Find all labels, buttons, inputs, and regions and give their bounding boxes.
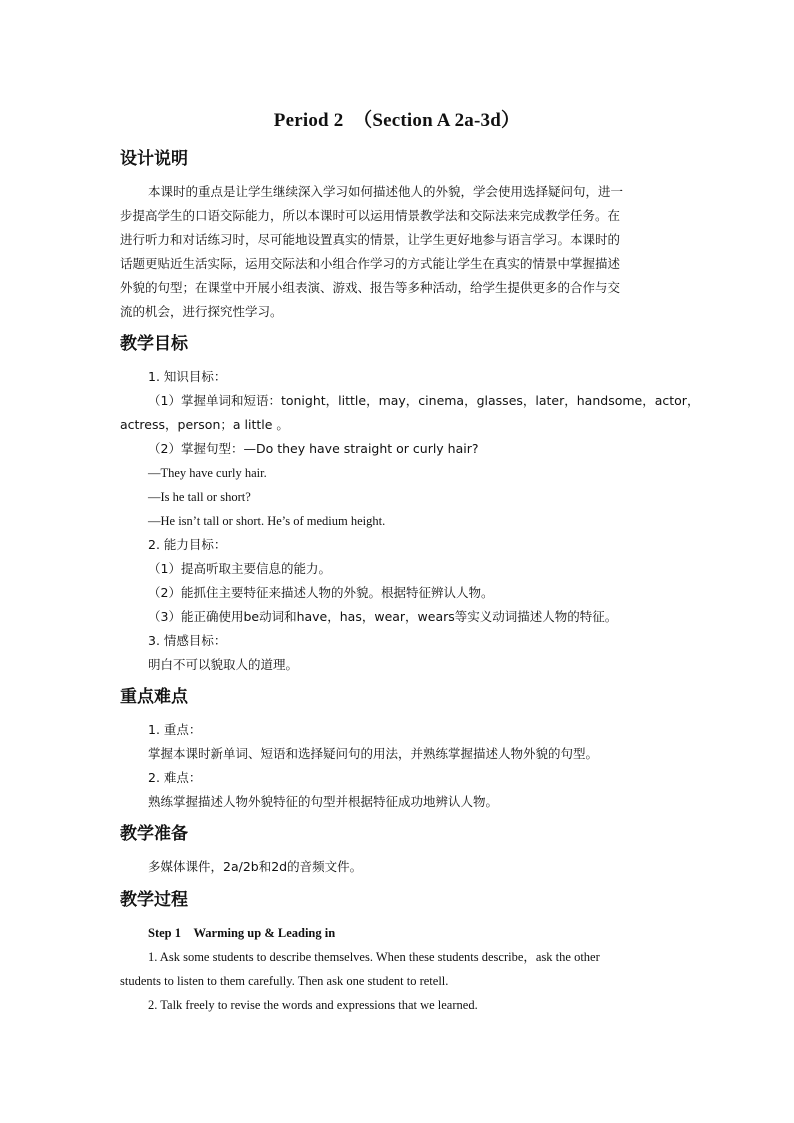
emotion-goal-1: 明白不可以貌取人的道理。: [148, 657, 299, 672]
design-line-3: 进行听力和对话练习时，尽可能地设置真实的情景，让学生更好地参与语言学习。本课时的: [120, 232, 621, 247]
prep-heading: 教学准备: [120, 824, 188, 844]
design-line-6: 流的机会，进行探究性学习。: [120, 304, 283, 319]
process-heading: 教学过程: [120, 890, 188, 910]
ability-goal-title: 2. 能力目标：: [148, 537, 227, 552]
sentence-example-4: —He isn’t tall or short. He’s of medium height.: [148, 514, 386, 528]
keypoints-heading: 重点难点: [120, 687, 188, 707]
design-line-2: 步提高学生的口语交际能力，所以本课时可以运用情景教学法和交际法来完成教学任务。在: [120, 208, 621, 223]
step-1-item-1-line-2: students to listen to them carefully. Then ask one student to retell.: [120, 974, 449, 988]
design-line-5: 外貌的句型；在课堂中开展小组表演、游戏、报告等多种活动，给学生提供更多的合作与交: [120, 280, 621, 295]
design-line-4: 话题更贴近生活实际，运用交际法和小组合作学习的方式能让学生在真实的情景中掌握描述: [120, 256, 621, 271]
step-1-title: Step 1 Warming up & Leading in: [148, 926, 336, 940]
prep-text: 多媒体课件，2a/2b和2d的音频文件。: [148, 859, 363, 874]
key-point-title: 1. 重点：: [148, 722, 202, 737]
knowledge-words-line-1: （1）掌握单词和短语：tonight，little，may，cinema，glasses，later，handsome，actor，: [148, 393, 700, 408]
ability-goal-2: （2）能抓住主要特征来描述人物的外貌。根据特征辨认人物。: [148, 585, 494, 600]
goals-heading: 教学目标: [120, 334, 188, 354]
design-line-1: 本课时的重点是让学生继续深入学习如何描述他人的外貌，学会使用选择疑问句，进一: [148, 184, 624, 199]
knowledge-sentence-title: （2）掌握句型：—Do they have straight or curly hair?: [148, 441, 479, 456]
key-point-text: 掌握本课时新单词、短语和选择疑问句的用法，并熟练掌握描述人物外貌的句型。: [148, 746, 599, 761]
ability-goal-3: （3）能正确使用be动词和have，has，wear，wears等实义动词描述人物的特征。: [148, 609, 618, 624]
difficulty-text: 熟练掌握描述人物外貌特征的句型并根据特征成功地辨认人物。: [148, 794, 499, 809]
emotion-goal-title: 3. 情感目标：: [148, 633, 227, 648]
difficulty-title: 2. 难点：: [148, 770, 202, 785]
knowledge-goal-title: 1. 知识目标：: [148, 369, 227, 384]
step-1-item-1-line-1: 1. Ask some students to describe themselves. When these students describe，ask the other: [148, 950, 600, 964]
sentence-example-3: —Is he tall or short?: [148, 490, 251, 504]
step-1-item-2: 2. Talk freely to revise the words and expressions that we learned.: [148, 998, 478, 1012]
page-title: Period 2 （Section A 2a-3d）: [273, 110, 521, 131]
sentence-example-2: —They have curly hair.: [148, 466, 267, 480]
design-heading: 设计说明: [120, 149, 188, 169]
knowledge-words-line-2: actress，person；a little 。: [120, 417, 289, 432]
ability-goal-1: （1）提高听取主要信息的能力。: [148, 561, 331, 576]
